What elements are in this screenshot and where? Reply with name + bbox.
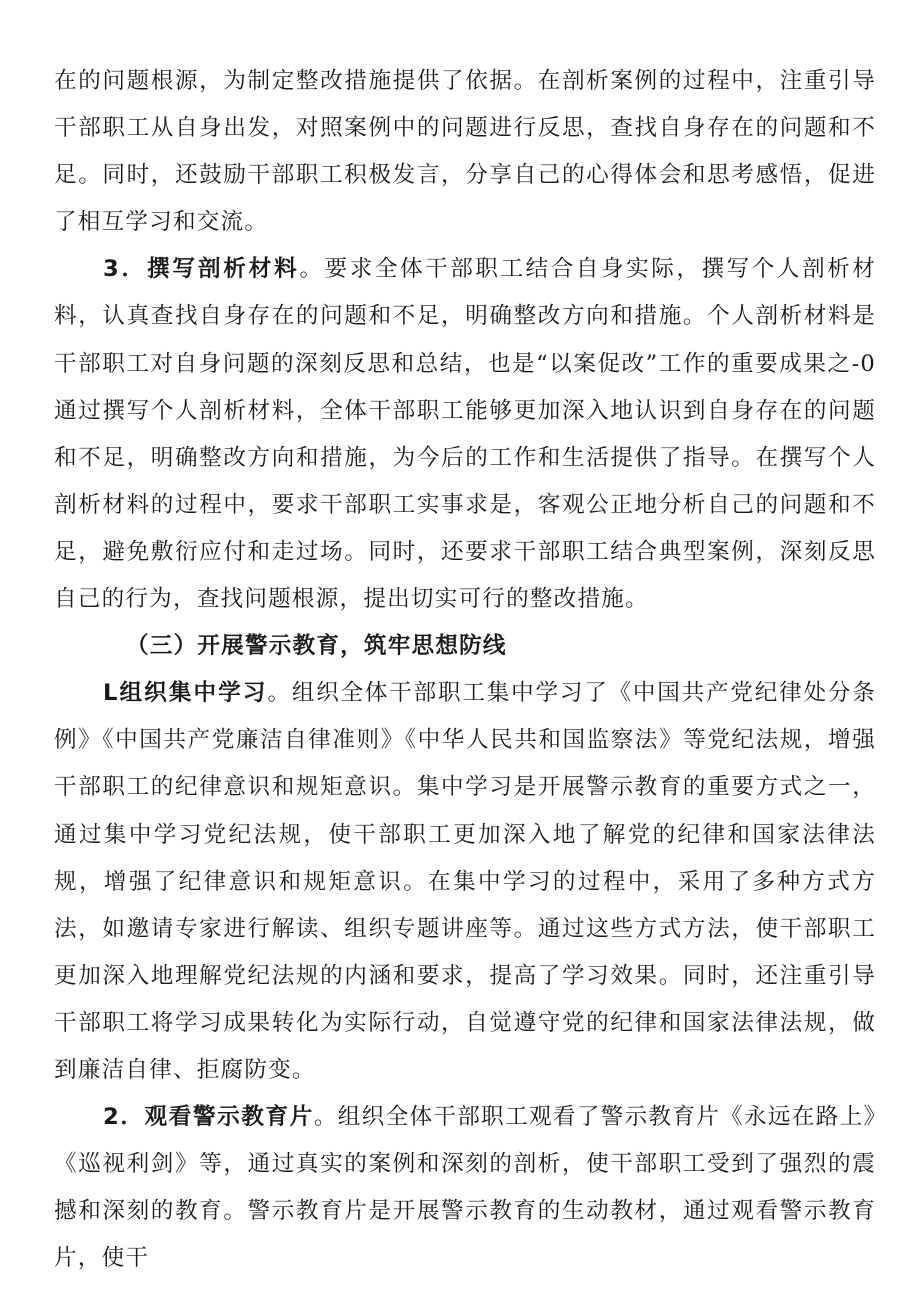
item-heading-centralized-study: L组织集中学习 [103,680,268,707]
paragraph-text: 。组织全体干部职工观看了警示教育片《永远在路上》《巡视利剑》等，通过真实的案例和深刻的剖析，使干部职工受到了强烈的震撼和深刻的教育。警示教育片是开展警示教育的生动教材，通过观看警示教育片，使干 [54,1104,876,1272]
document-body [54,58,876,1282]
paragraph-case-analysis-continued: 在的问题根源，为制定整改措施提供了依据。在剖析案例的过程中，注重引导干部职工从自身出发，对照案例中的问题进行反思，查找自身存在的问题和不足。同时，还鼓励干部职工积极发言，分享自己的心得体会和思考感悟，促进了相互学习和交流。 [54,68,876,236]
item-heading-watch-warning-films: 2．观看警示教育片 [103,1104,314,1131]
paragraph-write-analysis-material [54,246,876,623]
paragraph-text: 。要求全体干部职工结合自身实际，撰写个人剖析材料，认真查找自身存在的问题和不足，明确整改方向和措施。个人剖析材料是干部职工对自身问题的深刻反思和总结，也是“以案促改”工作的重要成果之-0通过撰写个人剖析材料，全体干部职工能够更加深入地认识到自身存在的问题和不足，明确整改方向和措施，为今后的工作和生活提供了指导。在撰写个人剖析材料的过程中，要求干部职工实事求是，客观公正地分析自己的问题和不足，避免敷衍应付和走过场。同时，还要求干部职工结合典型案例，深刻反思自己的行为，查找问题根源，提出切实可行的整改措施。 [54,256,876,613]
item-heading-write-analysis-material: 3．撰写剖析材料 [103,256,300,283]
paragraph-centralized-study [54,670,876,1094]
section-heading-warning-education: （三）开展警示教育，筑牢思想防线 [126,633,507,660]
paragraph-text: 。组织全体干部职工集中学习了《中国共产党纪律处分条例》《中国共产党廉洁自律准则》《中华人民共和国监察法》等党纪法规，增强干部职工的纪律意识和规矩意识。集中学习是开展警示教育的重要方式之一，通过集中学习党纪法规，使干部职工更加深入地了解党的纪律和国家法律法规，增强了纪律意识和规矩意识。在集中学习的过程中，采用了多种方式方法，如邀请专家进行解读、组织专题讲座等。通过这些方式方法，使干部职工更加深入地理解党纪法规的内涵和要求，提高了学习效果。同时，还注重引导干部职工将学习成果转化为实际行动，自觉遵守党的纪律和国家法律法规，做到廉洁自律、拒腐防变。 [54,680,877,1083]
paragraph-watch-warning-films [54,1094,876,1282]
